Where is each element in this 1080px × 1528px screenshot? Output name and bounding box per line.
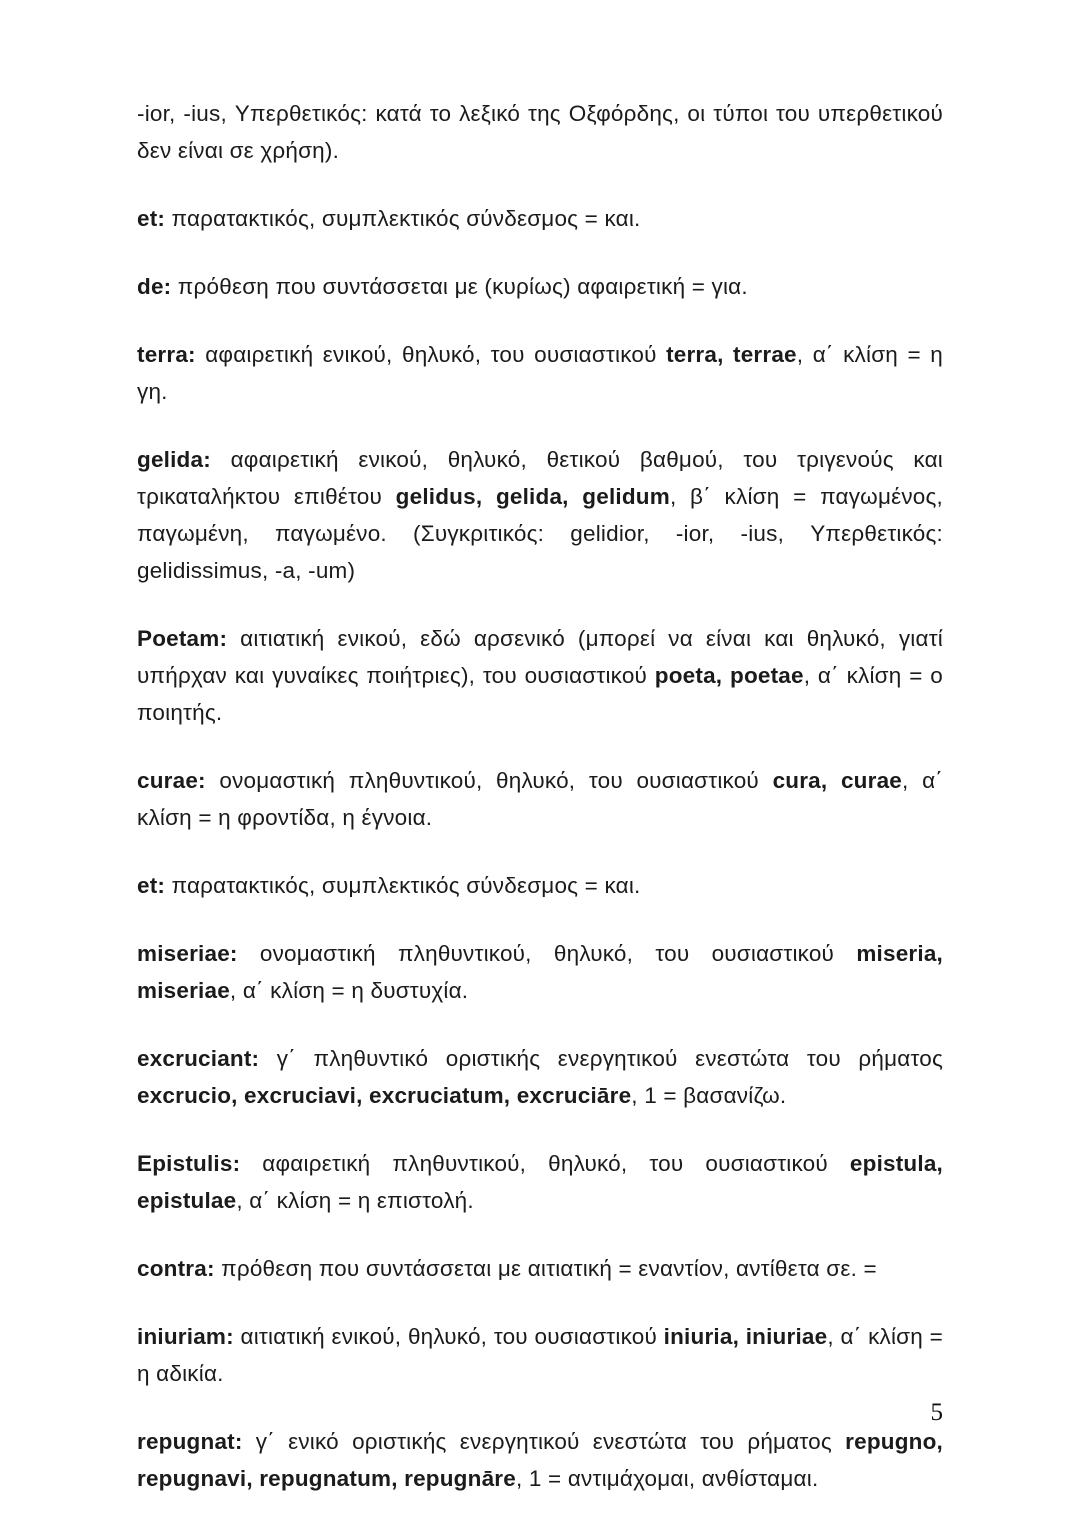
text-run: αιτιατική ενικού, εδώ αρσενικό (μπορεί να είναι και θηλυκό, γιατί υπήρχαν και γυναίκες ποιήτριες), του ουσιαστικού [137, 626, 943, 688]
paragraph [137, 95, 943, 169]
text-run: , α΄ κλίση = η επιστολή. [236, 1188, 474, 1213]
term-bold-run: cura, curae [772, 768, 902, 793]
paragraph [137, 935, 943, 1009]
term-bold-run: repugnat: [137, 1429, 243, 1454]
paragraph [137, 1250, 943, 1287]
text-run: ονομαστική πληθυντικού, θηλυκό, του ουσιαστικού [237, 941, 857, 966]
text-run: , α΄ κλίση = η αδικία. [137, 1324, 943, 1386]
term-bold-run: miseriae: [137, 941, 238, 966]
text-run: , 1 = αντιμάχομαι, ανθίσταμαι. [515, 1466, 819, 1491]
paragraph [137, 1040, 943, 1114]
paragraph [137, 1145, 943, 1219]
term-bold-run: miseria, miseriae [137, 941, 943, 1003]
paragraph [137, 620, 943, 731]
term-bold-run: terra: [137, 342, 196, 367]
term-bold-run: terra, terrae [666, 342, 797, 367]
paragraph [137, 441, 943, 589]
term-bold-run: Epistulis: [137, 1151, 241, 1176]
term-bold-run: gelidus, gelida, gelidum [395, 484, 670, 509]
text-run: πρόθεση που συντάσσεται με αιτιατική = εναντίον, αντίθετα σε. = [214, 1256, 877, 1281]
term-bold-run: curae: [137, 768, 206, 793]
paragraph [137, 200, 943, 237]
paragraph [137, 1423, 943, 1497]
term-bold-run: Poetam: [137, 626, 228, 651]
text-run: , α΄ κλίση = ο ποιητής. [137, 663, 944, 725]
text-block [137, 95, 943, 1528]
term-bold-run: de: [137, 274, 172, 299]
paragraph [137, 1318, 943, 1392]
term-bold-run: epistula, epistulae [137, 1151, 943, 1213]
text-run: , α΄ κλίση = η φροντίδα, η έγνοια. [137, 768, 943, 830]
text-run: γ΄ ενικό οριστικής ενεργητικού ενεστώτα του ρήματος [242, 1429, 846, 1454]
text-run: , α΄ κλίση = η γη. [137, 342, 943, 404]
paragraph [137, 268, 943, 305]
term-bold-run: poeta, poetae [654, 663, 804, 688]
paragraph [137, 867, 943, 904]
term-bold-run: iniuria, iniuriae [663, 1324, 828, 1349]
text-run: , α΄ κλίση = η δυστυχία. [229, 978, 469, 1003]
term-bold-run: gelida: [137, 447, 211, 472]
paragraph [137, 762, 943, 836]
text-run: -ior, -ius, Υπερθετικός: κατά το λεξικό της Οξφόρδης, οι τύποι του υπερθετικού δεν είναι σε χρήση). [137, 101, 943, 163]
text-run: αφαιρετική πληθυντικού, θηλυκό, του ουσιαστικού [240, 1151, 850, 1176]
term-bold-run: excruciant: [137, 1046, 260, 1071]
text-run: παρατακτικός, συμπλεκτικός σύνδεσμος = και. [165, 206, 641, 231]
text-run: αφαιρετική ενικού, θηλυκό, του ουσιαστικού [195, 342, 667, 367]
term-bold-run: contra: [137, 1256, 215, 1281]
term-bold-run: et: [137, 206, 166, 231]
text-run: αιτιατική ενικού, θηλυκό, του ουσιαστικού [233, 1324, 664, 1349]
text-run: ονομαστική πληθυντικού, θηλυκό, του ουσιαστικού [205, 768, 773, 793]
text-run: , 1 = βασανίζω. [631, 1083, 787, 1108]
page-number: 5 [930, 1399, 943, 1426]
term-bold-run: excrucio, excruciavi, excruciatum, excruciāre [137, 1083, 632, 1108]
term-bold-run: iniuriam: [137, 1324, 234, 1349]
term-bold-run: repugno, repugnavi, repugnatum, repugnāre [137, 1429, 943, 1491]
text-run: γ΄ πληθυντικό οριστικής ενεργητικού ενεστώτα του ρήματος [259, 1046, 943, 1071]
paragraph [137, 336, 943, 410]
term-bold-run: et: [137, 873, 166, 898]
text-run: , β΄ κλίση = παγωμένος, παγωμένη, παγωμένο. (Συγκριτικός: gelidior, -ior, -ius, Υπερθετικός: gelidissimus, -a, -um) [137, 484, 944, 583]
text-run: πρόθεση που συντάσσεται με (κυρίως) αφαιρετική = για. [171, 274, 748, 299]
text-run: παρατακτικός, συμπλεκτικός σύνδεσμος = και. [165, 873, 641, 898]
text-run: αφαιρετική ενικού, θηλυκό, θετικού βαθμού, του τριγενούς και τρικαταλήκτου επιθέτου [137, 447, 943, 509]
